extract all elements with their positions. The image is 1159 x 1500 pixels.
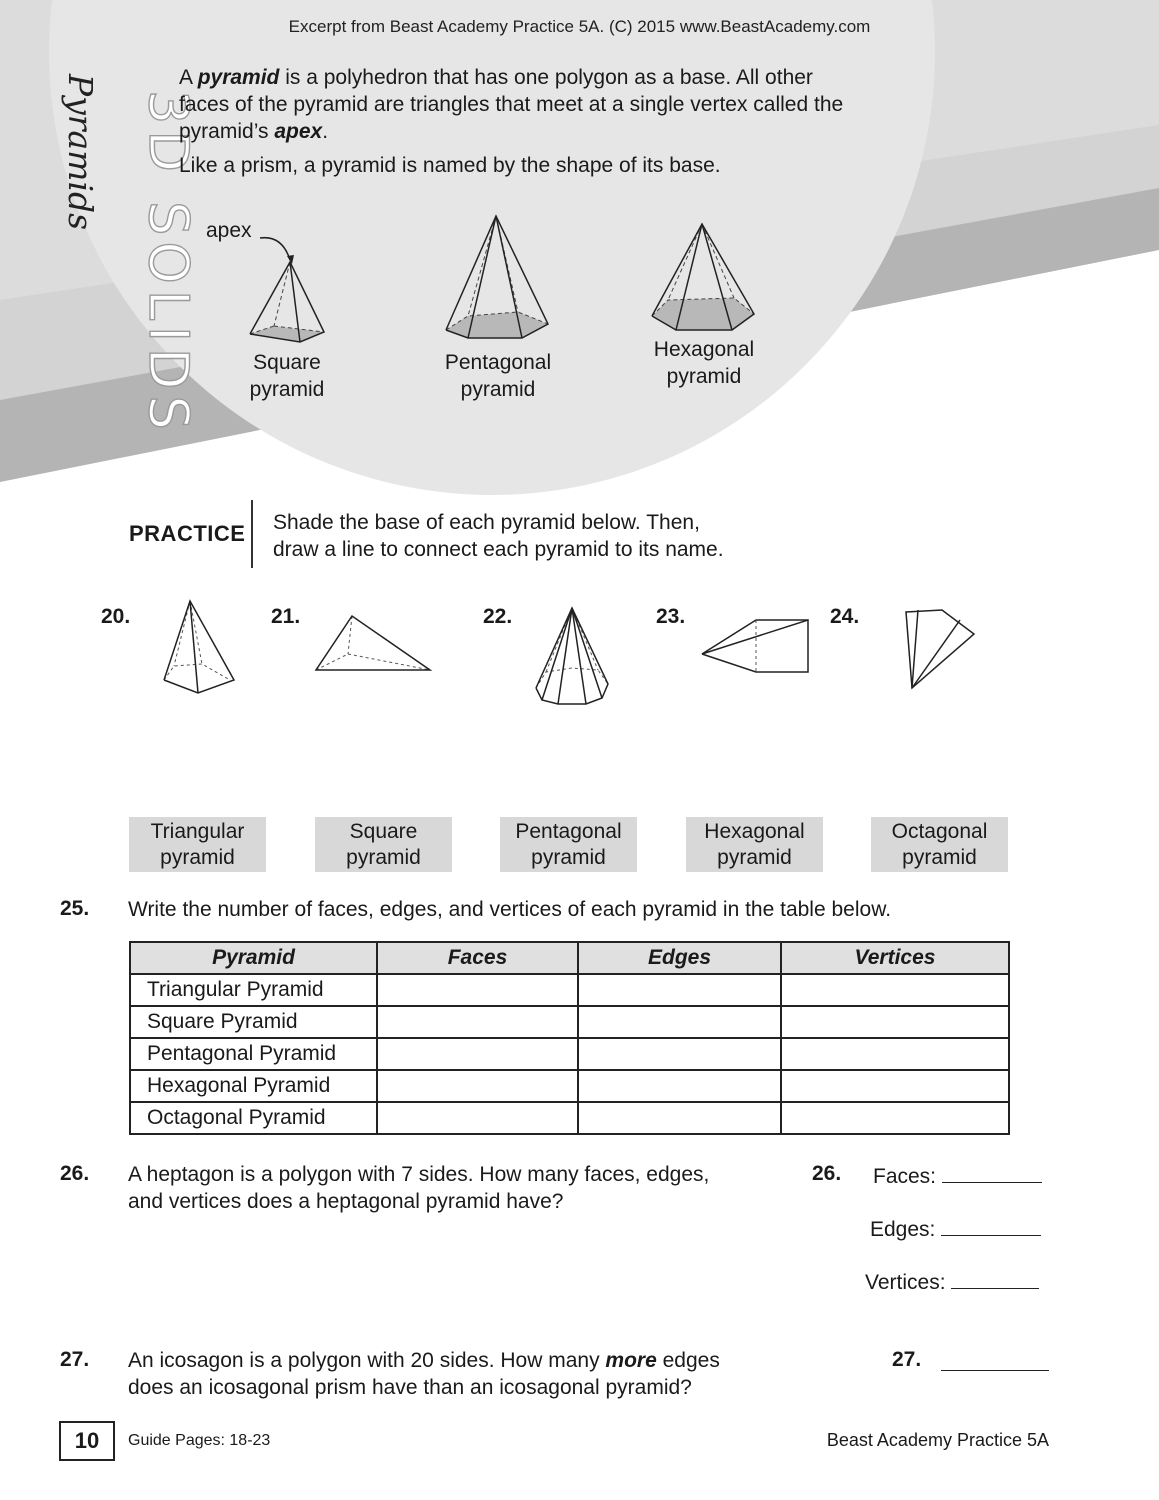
excerpt-notice: Excerpt from Beast Academy Practice 5A. (C) 2015 www.BeastAcademy.com: [288, 17, 871, 36]
problem-22-number: 22.: [483, 605, 513, 628]
header-vertices: Vertices: [781, 942, 1009, 974]
row-label: Pentagonal Pyramid: [130, 1038, 377, 1070]
problem-22-pyramid[interactable]: [532, 604, 612, 706]
problem-20-number: 20.: [101, 605, 131, 628]
section-title: Pyramids: [61, 73, 100, 231]
term-pyramid: pyramid: [197, 66, 280, 89]
problem-27-text: An icosagon is a polygon with 20 sides. How many more edges does an icosagonal prism have than an icosagonal pyramid?: [128, 1349, 720, 1399]
table-row: [130, 1006, 1009, 1038]
answer-27-line[interactable]: [941, 1350, 1049, 1371]
faces-answer: Faces:: [873, 1162, 1042, 1189]
vertices-cell[interactable]: [781, 1038, 1009, 1070]
problem-20-pyramid[interactable]: [158, 598, 240, 696]
edges-cell[interactable]: [578, 1102, 781, 1134]
book-title: Beast Academy Practice 5A: [826, 1430, 1049, 1450]
table-header-row: [130, 942, 1009, 974]
edges-answer-line[interactable]: [941, 1215, 1041, 1236]
practice-divider: [251, 500, 253, 568]
pyramid-table: [129, 941, 1010, 1135]
problem-26-number: 26.: [60, 1162, 90, 1185]
vertices-answer-line[interactable]: [951, 1268, 1039, 1289]
row-label: Square Pyramid: [130, 1006, 377, 1038]
chapter-title: 3D SOLIDS: [137, 90, 200, 436]
term-apex: apex: [274, 120, 323, 143]
vertices-answer: Vertices:: [865, 1268, 1039, 1295]
edges-cell[interactable]: [578, 1006, 781, 1038]
hexagonal-pyramid-label: Hexagonal pyramid: [653, 338, 755, 388]
problem-26-text: A heptagon is a polygon with 7 sides. How many faces, edges, and vertices does a heptagonal pyramid have?: [128, 1163, 710, 1213]
faces-cell[interactable]: [377, 974, 578, 1006]
header-pyramid: Pyramid: [130, 942, 377, 974]
table-row: [130, 1038, 1009, 1070]
name-box-hexagonal[interactable]: Hexagonal pyramid: [686, 817, 823, 872]
pentagonal-pyramid-example: [438, 212, 558, 342]
problem-25-number: 25.: [60, 897, 90, 920]
name-box-octagonal[interactable]: Octagonal pyramid: [871, 817, 1008, 872]
answer-27-number: 27.: [892, 1348, 922, 1371]
problem-21-pyramid[interactable]: [312, 612, 434, 676]
problem-23-pyramid[interactable]: [698, 614, 812, 678]
square-pyramid-label: Square pyramid: [249, 351, 325, 401]
header-faces: Faces: [377, 942, 578, 974]
faces-cell[interactable]: [377, 1070, 578, 1102]
table-row: [130, 974, 1009, 1006]
name-box-square[interactable]: Square pyramid: [315, 817, 452, 872]
header-edges: Edges: [578, 942, 781, 974]
name-box-pentagonal[interactable]: Pentagonal pyramid: [500, 817, 637, 872]
name-box-triangular[interactable]: Triangular pyramid: [129, 817, 266, 872]
practice-instructions: Shade the base of each pyramid below. Then, draw a line to connect each pyramid to its name.: [273, 511, 724, 561]
faces-cell[interactable]: [377, 1038, 578, 1070]
answer-26-number: 26.: [812, 1162, 842, 1185]
vertices-cell[interactable]: [781, 1006, 1009, 1038]
problem-21-number: 21.: [271, 605, 301, 628]
vertices-cell[interactable]: [781, 1070, 1009, 1102]
faces-cell[interactable]: [377, 1006, 578, 1038]
table-row: [130, 1102, 1009, 1134]
row-label: Octagonal Pyramid: [130, 1102, 377, 1134]
pentagonal-pyramid-label: Pentagonal pyramid: [444, 351, 552, 401]
problem-24-number: 24.: [830, 605, 860, 628]
square-pyramid-example: [240, 222, 340, 347]
intro-naming-rule: Like a prism, a pyramid is named by the shape of its base.: [179, 154, 721, 177]
row-label: Hexagonal Pyramid: [130, 1070, 377, 1102]
problem-27-number: 27.: [60, 1348, 90, 1371]
problem-25-text: Write the number of faces, edges, and vertices of each pyramid in the table below.: [128, 898, 892, 921]
row-label: Triangular Pyramid: [130, 974, 377, 1006]
problem-23-number: 23.: [656, 605, 686, 628]
faces-answer-line[interactable]: [942, 1162, 1042, 1183]
vertices-cell[interactable]: [781, 974, 1009, 1006]
edges-cell[interactable]: [578, 1038, 781, 1070]
page-number: 10: [59, 1421, 115, 1461]
vertices-cell[interactable]: [781, 1102, 1009, 1134]
hexagonal-pyramid-example: [648, 220, 758, 335]
practice-title: PRACTICE: [129, 521, 246, 546]
table-row: [130, 1070, 1009, 1102]
edges-cell[interactable]: [578, 1070, 781, 1102]
problem-24-pyramid[interactable]: [900, 602, 980, 694]
edges-cell[interactable]: [578, 974, 781, 1006]
faces-cell[interactable]: [377, 1102, 578, 1134]
apex-label: apex: [206, 219, 252, 242]
intro-paragraph: A pyramid is a polyhedron that has one polygon as a base. All other faces of the pyramid are triangles that meet at a single vertex called the pyramid’s apex.: [179, 66, 844, 143]
edges-answer: Edges:: [870, 1215, 1041, 1242]
guide-pages: Guide Pages: 18-23: [128, 1432, 271, 1449]
